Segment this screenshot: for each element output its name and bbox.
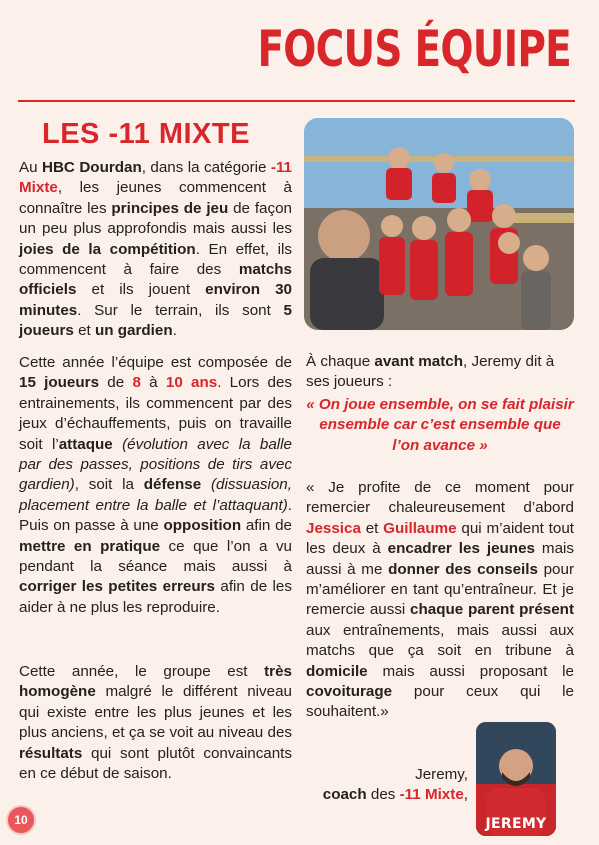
- article-subtitle: LES -11 MIXTE: [42, 118, 250, 150]
- paragraph-intro: Au HBC Dourdan, dans la catégorie -11 Mixte, les jeunes commencent à connaître les principes de jeu de façon un peu plus approfondis mais aussi les joies de la compétition. En effet, ils commencent à faire des matchs officiels et ils jouent environ 30 minutes. Sur le terrain, ils sont 5 joueurs et un gardien.: [19, 159, 293, 340]
- signature: [300, 765, 468, 806]
- signature-name: Jeremy,: [415, 766, 468, 783]
- coach-photo: [476, 722, 556, 836]
- coach-photo-caption: JEREMY: [485, 816, 547, 832]
- page-number: 10: [14, 813, 28, 827]
- team-photo: [304, 118, 574, 330]
- header-divider: [18, 100, 575, 102]
- page-title: FOCUS ÉQUIPE: [257, 20, 571, 78]
- paragraph-thanks: « Je profite de ce moment pour remercier chaleureusement d’abord Jessica et Guillaume qui m’aident tout les deux à encadrer les jeunes mais aussi à me donner des conseils pour m’améliorer en tant qu’entraîneur. Et je remercie aussi chaque parent présent aux entraînements, mais aussi aux matchs que ça soit en tribune à domicile mais aussi proposant le covoiturage pour ceux qui le souhaitent.»: [306, 479, 575, 721]
- page-number-badge: [6, 805, 36, 835]
- coach-quote: « On joue ensemble, on se fait plaisir ensemble car c’est ensemble que l’on avance »: [306, 396, 574, 454]
- paragraph-pre-match: À chaque avant match, Jeremy dit à ses joueurs :: [306, 353, 555, 391]
- paragraph-group-results: Cette année, le groupe est très homogène malgré le différent niveau qui existe entre les plus jeunes et les plus anciens, et ça se voit au niveau des résultats qui sont plutôt convaincants en ce début de saison.: [19, 663, 292, 783]
- signature-role: coach des -11 Mixte,: [322, 786, 468, 804]
- paragraph-team-composition: Cette année l’équipe est composée de 15 joueurs de 8 à 10 ans. Lors des entrainements, ils commencent par des jeux d’échauffements, puis on travaille soit l’attaque (évolution avec la balle par des passes, positions de tirs avec gardien), soit la défense (dissuasion, placement entre la balle et l’attaquant). Puis on passe à une opposition afin de mettre en pratique ce que l’on a vu pendant la séance mais aussi à corriger les petites erreurs afin de les aider à ne plus les reproduire.: [19, 354, 293, 616]
